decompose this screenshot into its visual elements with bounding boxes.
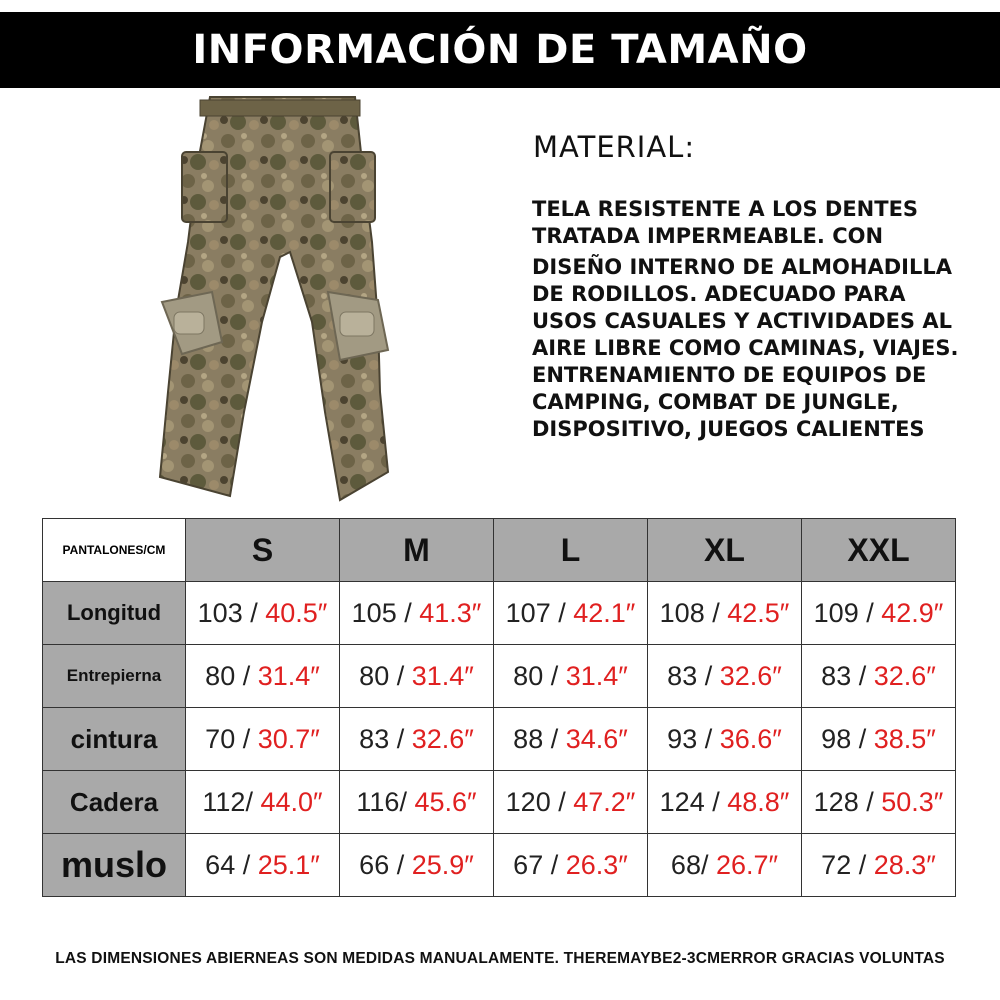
- table-cell: [340, 834, 494, 897]
- cm-value: 88 /: [513, 723, 566, 754]
- inch-value: 50.3″: [881, 786, 944, 817]
- table-cell: [494, 834, 648, 897]
- inch-value: 25.1″: [257, 849, 320, 880]
- table-cell: [648, 834, 802, 897]
- cm-value: 72 /: [821, 849, 874, 880]
- table-cell: [186, 834, 340, 897]
- material-line: TELA RESISTENTE A LOS DENTES: [532, 197, 919, 221]
- cm-value: 67 /: [513, 849, 566, 880]
- inch-value: 32.6″: [719, 660, 782, 691]
- cm-value: 70 /: [205, 723, 258, 754]
- row-label-longitud: Longitud: [43, 582, 186, 645]
- table-cell: [494, 582, 648, 645]
- table-header-row: [43, 519, 956, 582]
- inch-value: 30.7″: [257, 723, 320, 754]
- inch-value: 28.3″: [873, 849, 936, 880]
- inch-value: 31.4″: [411, 660, 474, 691]
- inch-value: 36.6″: [719, 723, 782, 754]
- table-cell: [186, 771, 340, 834]
- cm-value: 93 /: [667, 723, 720, 754]
- material-line: TRATADA IMPERMEABLE. CON: [532, 224, 884, 248]
- table-cell: [802, 645, 956, 708]
- row-label-muslo: muslo: [43, 834, 186, 897]
- inch-value: 31.4″: [565, 660, 628, 691]
- material-line: DISPOSITIVO, JUEGOS CALIENTES: [532, 417, 925, 441]
- size-header-l: L: [494, 519, 648, 582]
- table-cell: [802, 771, 956, 834]
- table-row-longitud: [43, 582, 956, 645]
- size-chart-table: [42, 518, 956, 897]
- cm-value: 128 /: [813, 786, 882, 817]
- cm-value: 120 /: [505, 786, 574, 817]
- table-row-cintura: [43, 708, 956, 771]
- table-cell: [648, 582, 802, 645]
- table-cell: [648, 708, 802, 771]
- table-cell: [340, 708, 494, 771]
- cm-value: 103 /: [197, 597, 266, 628]
- row-label-cadera: Cadera: [43, 771, 186, 834]
- cm-value: 83 /: [359, 723, 412, 754]
- size-header-s: S: [186, 519, 340, 582]
- cm-value: 66 /: [359, 849, 412, 880]
- inch-value: 25.9″: [411, 849, 474, 880]
- inch-value: 44.0″: [260, 786, 323, 817]
- table-cell: [186, 708, 340, 771]
- material-line: CAMPING, COMBAT DE JUNGLE,: [532, 390, 899, 414]
- table-cell: [340, 582, 494, 645]
- cm-value: 108 /: [659, 597, 728, 628]
- inch-value: 31.4″: [257, 660, 320, 691]
- table-row-muslo: [43, 834, 956, 897]
- inch-value: 32.6″: [873, 660, 936, 691]
- size-header-xl: XL: [648, 519, 802, 582]
- material-line: DE RODILLOS. ADECUADO PARA: [532, 282, 906, 306]
- inch-value: 42.5″: [727, 597, 790, 628]
- corner-label: PANTALONES/CM: [43, 519, 186, 582]
- inch-value: 26.7″: [715, 849, 779, 880]
- page-title: INFORMACIÓN DE TAMAÑO: [192, 27, 808, 73]
- inch-value: 48.8″: [727, 786, 790, 817]
- title-banner: [0, 12, 1000, 88]
- table-cell: [802, 834, 956, 897]
- inch-value: 42.9″: [881, 597, 944, 628]
- product-image: [140, 92, 430, 507]
- inch-value: 40.5″: [265, 597, 328, 628]
- inch-value: 47.2″: [573, 786, 636, 817]
- material-heading: MATERIAL:: [533, 130, 696, 164]
- table-cell: [802, 708, 956, 771]
- row-label-cintura: cintura: [43, 708, 186, 771]
- cm-value: 80 /: [205, 660, 258, 691]
- cm-value: 116/: [356, 786, 415, 817]
- material-description: [532, 196, 992, 443]
- material-line: USOS CASUALES Y ACTIVIDADES AL: [532, 309, 952, 333]
- cm-value: 64 /: [205, 849, 258, 880]
- table-cell: [340, 645, 494, 708]
- table-cell: [186, 582, 340, 645]
- inch-value: 26.3″: [565, 849, 628, 880]
- table-row-cadera: [43, 771, 956, 834]
- material-line: DISEÑO INTERNO DE ALMOHADILLA: [532, 255, 952, 279]
- table-row-entrepierna: [43, 645, 956, 708]
- row-label-entrepierna: Entrepierna: [43, 645, 186, 708]
- cm-value: 112/: [202, 786, 261, 817]
- table-cell: [494, 771, 648, 834]
- inch-value: 38.5″: [873, 723, 936, 754]
- cm-value: 83 /: [821, 660, 874, 691]
- cm-value: 80 /: [513, 660, 566, 691]
- cm-value: 98 /: [821, 723, 874, 754]
- inch-value: 34.6″: [565, 723, 628, 754]
- cm-value: 109 /: [813, 597, 882, 628]
- table-cell: [648, 645, 802, 708]
- material-line: ENTRENAMIENTO DE EQUIPOS DE: [532, 363, 927, 387]
- inch-value: 42.1″: [573, 597, 636, 628]
- cm-value: 80 /: [359, 660, 412, 691]
- size-header-xxl: XXL: [802, 519, 956, 582]
- inch-value: 41.3″: [419, 597, 482, 628]
- table-cell: [340, 771, 494, 834]
- table-cell: [186, 645, 340, 708]
- table-cell: [494, 708, 648, 771]
- inch-value: 32.6″: [411, 723, 474, 754]
- cm-value: 124 /: [659, 786, 728, 817]
- footer-note: LAS DIMENSIONES ABIERNEAS SON MEDIDAS MANUALAMENTE. THEREMAYBE2-3CMERROR GRACIAS VOLUNTAS: [55, 950, 945, 967]
- cm-value: 105 /: [351, 597, 420, 628]
- table-cell: [802, 582, 956, 645]
- cm-value: 68/: [670, 849, 716, 880]
- table-cell: [648, 771, 802, 834]
- material-line: AIRE LIBRE COMO CAMINAS, VIAJES.: [532, 336, 959, 360]
- inch-value: 45.6″: [414, 786, 477, 817]
- knee-pad-left: [162, 292, 222, 354]
- size-header-m: M: [340, 519, 494, 582]
- cm-value: 107 /: [505, 597, 574, 628]
- cm-value: 83 /: [667, 660, 720, 691]
- table-cell: [494, 645, 648, 708]
